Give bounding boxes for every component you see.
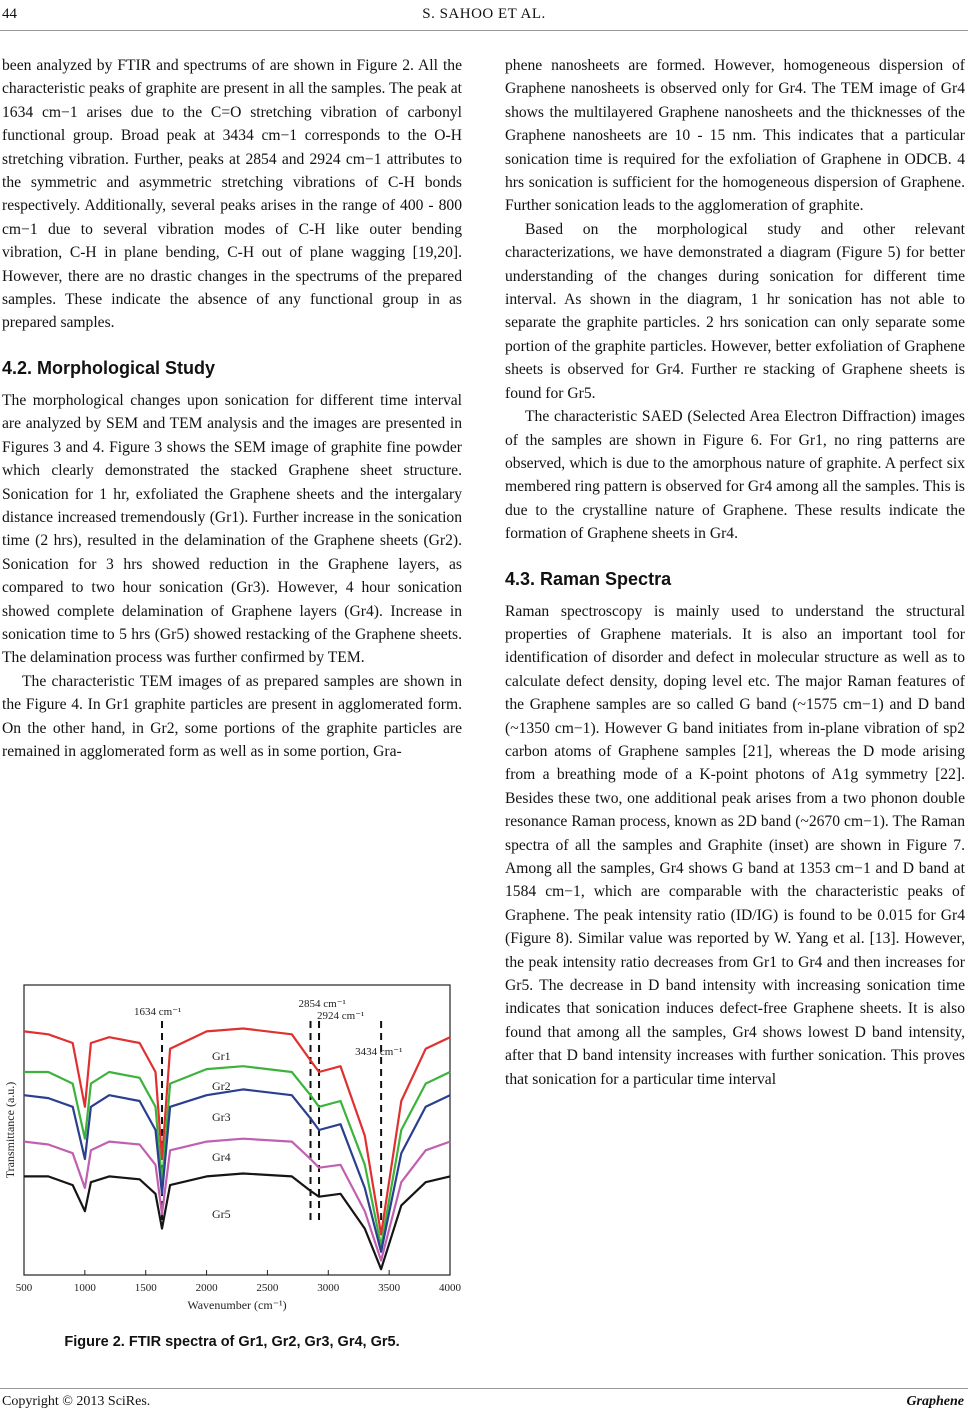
paragraph-graphene-dispersion: phene nanosheets are formed. However, homogeneous dispersion of Graphene nanosheets is observed only for Gr4. The TEM image of Gr4 shows the multilayered Graphene nanosheets and the thicknesses of the Graphene nanosheets are 10 - 15 nm. This indicates that a particular sonication time is required for the exfoliation of Graphene in ODCB. 4 hrs sonication is sufficient for the homogeneous dispersion of Graphene. Further sonication leads to the agglomeration of graphite. [505,57,965,215]
copyright: Copyright © 2013 SciRes. [2,1394,151,1409]
series-label-gr2: Gr2 [212,1079,231,1093]
x-tick-label: 3500 [378,1282,401,1294]
journal-name: Graphene [906,1394,964,1409]
ftir-figure [2,975,462,1315]
annotation-label: 3434 cm⁻¹ [355,1046,403,1058]
left-column [2,54,462,763]
paragraph-raman: Raman spectroscopy is mainly used to understand the structural properties of Graphene materials. It is also an important tool for identification of disorder and defect in molecular structure as well as to calculate defect density, doping level etc. The major Raman features of the Graphene samples are so called G band (~1575 cm−1) and D band (~1350 cm−1). However G band initiates from in-plane vibration of sp2 carbon atoms of Graphene samples [21], whereas the D mode arising from a breathing mode of a K-point photons of A1g symmetry [22]. Besides these two, one additional peak arises from a two phonon double resonance Raman process, known as 2D band (~2670 cm−1). The Raman spectra of all the samples and Graphite (inset) are shown in Figure 7. Among all the samples, Gr4 shows G band at 1353 cm−1 and D band at 1584 cm−1, which are comparable with the characteristic peaks of Graphene. The peak intensity ratio (ID/IG) is found to be 0.015 for Gr4 (Figure 8). Similar value was reported by W. Yang et al. [13]. However, the peak intensity ratio decreases from Gr1 to Gr4 and then increases for Gr5. The decrease in D band intensity with increasing sonication time indicates that sonication induces defect-free Graphene sheets. It is also found that among all the samples, Gr4 shows lowest D band intensity, after that D band intensity increases with further sonication. This proves that sonication for a particular time interval [505,602,965,1088]
paragraph-morphology: The morphological changes upon sonication for different time interval are analyzed by SEM and TEM analysis and the images are presented in Figures 3 and 4. Figure 3 shows the SEM image of graphite fine powder which clearly demonstrated the stacked Graphene sheet structure. Sonication for 1 hr, exfoliated the Graphene sheets and the intergalary distance increased tremendously (Gr1). Further increase in the sonication time (2 hrs), resulted in the delamination of the Graphene sheets (Gr2). Sonication for 3 hrs showed reduction in the Graphene layers, as compared to two hour sonication (Gr3). However, 4 hour sonication showed complete delamination of Graphene layers (Gr4). Increase in sonication time to 5 hrs (Gr5) showed restacking of the Graphene sheets. The delamination process was further confirmed by TEM. [2,391,462,667]
x-tick-label: 1500 [134,1282,157,1294]
heading-raman-spectra: 4.3. Raman Spectra [505,568,672,589]
footer-rule [0,1388,968,1389]
x-tick-label: 500 [15,1282,33,1294]
y-axis-label: Transmittance (a.u.) [3,1081,17,1179]
x-tick-label: 2500 [256,1282,279,1294]
right-column [505,54,965,1091]
header-rule [0,30,968,31]
series-label-gr5: Gr5 [212,1207,231,1221]
ftir-chart [2,975,462,1315]
page-number: 44 [2,6,17,22]
heading-morphological-study: 4.2. Morphological Study [2,357,216,378]
paragraph-saed: The characteristic SAED (Selected Area Electron Diffraction) images of the samples are shown in Figure 6. For Gr1, no ring patterns are observed, which is due to the amorphous nature of graphite. A perfect six membered ring pattern is observed for Gr4 among all the samples. This is due to the crystalline nature of Graphene. These results indicate the formation of Graphene sheets in Gr4. [505,408,965,543]
series-label-gr4: Gr4 [212,1150,231,1164]
x-tick-label: 4000 [439,1282,461,1294]
annotation-label: 2924 cm⁻¹ [317,1010,365,1022]
annotation-label: 2854 cm⁻¹ [298,998,346,1010]
x-tick-label: 2000 [195,1282,218,1294]
series-line-gr2 [24,1066,450,1246]
x-axis-label: Wavenumber (cm⁻¹) [187,1298,287,1312]
running-authors: S. SAHOO ET AL. [422,6,546,22]
page-header [0,6,968,30]
x-tick-label: 1000 [73,1282,96,1294]
annotation-label: 1634 cm⁻¹ [134,1006,182,1018]
paragraph-tem: The characteristic TEM images of as prepared samples are shown in the Figure 4. In Gr1 graphite particles are present in agglomerated form. On the other hand, in Gr2, some portions of the graphite particles are remained in agglomerated form as well as in some portion, Gra- [2,672,462,760]
paragraph-diagram: Based on the morphological study and other relevant characterizations, we have demonstrated a diagram (Figure 5) for better understanding of the changes during sonication for different time interval. As shown in the diagram, 1 hr sonication has not able to separate the graphite particles. 2 hrs sonication can only separate some portion of the graphite particles. However, better exfoliation of Graphene sheets is observed for Gr4. Further re stacking of Graphene sheets is found for Gr5. [505,220,965,402]
series-label-gr3: Gr3 [212,1110,231,1124]
series-label-gr1: Gr1 [212,1049,231,1063]
figure-caption: Figure 2. FTIR spectra of Gr1, Gr2, Gr3, Gr4, Gr5. [64,1334,400,1350]
x-tick-label: 3000 [317,1282,340,1294]
paragraph-ftir: been analyzed by FTIR and spectrums of are shown in Figure 2. All the characteristic peaks of graphite are present in all the samples. The peak at 1634 cm−1 arises due to the C=O stretching vibration of carbonyl functional group. Broad peak at 3434 cm−1 corresponds to the O-H stretching vibration. Further, peaks at 2854 and 2924 cm−1 attributes to the symmetric and asymmetric stretching vibrations of C-H bonds respectively. Additionally, several peaks arises in the range of 400 - 800 cm−1 due to several vibration modes of C-H like outer bending vibration, C-H in plane bending, C-H out of plane wagging [19,20]. However, there are no drastic changes in the spectrums of the prepared samples. These indicate the absence of any functional group in as prepared samples. [2,57,462,332]
